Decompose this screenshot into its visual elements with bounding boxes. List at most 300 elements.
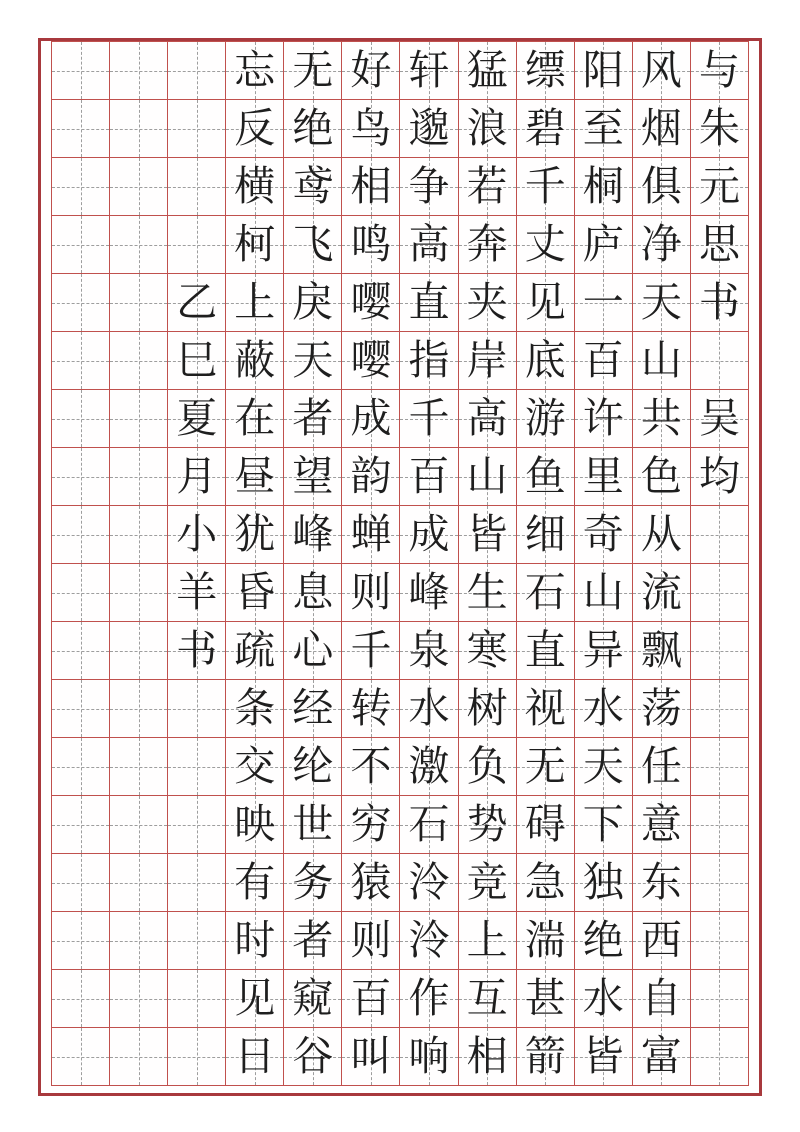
handwritten-character: 飘 xyxy=(640,626,682,674)
handwritten-character: 石 xyxy=(524,568,566,616)
handwritten-character: 水 xyxy=(582,974,624,1022)
grid-cell xyxy=(691,216,749,274)
handwritten-character: 忘 xyxy=(234,46,276,94)
grid-cell xyxy=(284,216,342,274)
grid-cell xyxy=(691,448,749,506)
grid-cell xyxy=(517,506,575,564)
grid-cell xyxy=(52,1028,110,1086)
grid-cell xyxy=(633,448,691,506)
handwritten-character: 无 xyxy=(292,46,334,94)
handwritten-character: 千 xyxy=(408,394,450,442)
handwritten-character: 皆 xyxy=(466,510,508,558)
handwritten-character: 务 xyxy=(292,858,334,906)
handwritten-character: 月 xyxy=(176,452,218,500)
grid-cell xyxy=(110,622,168,680)
handwritten-character: 与 xyxy=(698,46,740,94)
grid-cell xyxy=(691,738,749,796)
grid-cell xyxy=(284,332,342,390)
grid-cell xyxy=(517,738,575,796)
handwritten-character: 阳 xyxy=(582,46,624,94)
handwritten-character: 一 xyxy=(582,278,624,326)
handwritten-character: 俱 xyxy=(640,162,682,210)
handwritten-character: 横 xyxy=(234,162,276,210)
handwritten-character: 浪 xyxy=(466,104,508,152)
grid-cell xyxy=(226,216,284,274)
handwritten-character: 岸 xyxy=(466,336,508,384)
handwritten-character: 响 xyxy=(408,1032,450,1080)
grid-cell xyxy=(226,854,284,912)
grid-cell xyxy=(226,738,284,796)
grid-cell xyxy=(342,448,400,506)
handwritten-character: 甚 xyxy=(524,974,566,1022)
grid-cell xyxy=(633,738,691,796)
grid-cell xyxy=(691,912,749,970)
grid-cell xyxy=(110,158,168,216)
grid-cell xyxy=(226,506,284,564)
handwritten-character: 经 xyxy=(292,684,334,732)
handwritten-character: 上 xyxy=(234,278,276,326)
handwritten-character: 书 xyxy=(698,278,740,326)
handwritten-character: 条 xyxy=(234,684,276,732)
handwritten-character: 烟 xyxy=(640,104,682,152)
handwritten-character: 丈 xyxy=(524,220,566,268)
handwritten-character: 百 xyxy=(350,974,392,1022)
grid-cell xyxy=(226,390,284,448)
handwritten-character: 峰 xyxy=(408,568,450,616)
handwritten-character: 乙 xyxy=(176,278,218,326)
handwritten-character: 下 xyxy=(582,800,624,848)
handwritten-character: 飞 xyxy=(292,220,334,268)
handwritten-character: 上 xyxy=(466,916,508,964)
grid-cell xyxy=(52,854,110,912)
grid-cell xyxy=(284,274,342,332)
handwritten-character: 庐 xyxy=(582,220,624,268)
grid-cell xyxy=(284,100,342,158)
handwritten-character: 水 xyxy=(408,684,450,732)
handwritten-character: 自 xyxy=(640,974,682,1022)
handwritten-character: 石 xyxy=(408,800,450,848)
handwritten-character: 生 xyxy=(466,568,508,616)
handwritten-character: 蔽 xyxy=(234,336,276,384)
handwritten-character: 鱼 xyxy=(524,452,566,500)
handwritten-character: 见 xyxy=(234,974,276,1022)
handwritten-character: 天 xyxy=(292,336,334,384)
grid-cell xyxy=(52,680,110,738)
grid-cell xyxy=(575,622,633,680)
handwritten-character: 高 xyxy=(466,394,508,442)
grid-cell xyxy=(342,216,400,274)
grid-cell xyxy=(459,332,517,390)
grid-cell xyxy=(342,1028,400,1086)
handwritten-character: 则 xyxy=(350,568,392,616)
grid-cell xyxy=(575,274,633,332)
grid-cell xyxy=(110,274,168,332)
handwritten-character: 天 xyxy=(640,278,682,326)
handwritten-character: 有 xyxy=(234,858,276,906)
grid-cell xyxy=(284,738,342,796)
grid-cell xyxy=(168,564,226,622)
grid-cell xyxy=(400,42,458,100)
handwritten-character: 蝉 xyxy=(350,510,392,558)
grid-cell xyxy=(691,854,749,912)
grid-cell xyxy=(459,622,517,680)
grid-cell xyxy=(691,796,749,854)
grid-cell xyxy=(575,970,633,1028)
grid-cell xyxy=(517,564,575,622)
grid-cell xyxy=(459,912,517,970)
grid-cell xyxy=(52,970,110,1028)
grid-cell xyxy=(575,738,633,796)
grid-cell xyxy=(400,100,458,158)
handwritten-character: 成 xyxy=(408,510,450,558)
grid-cell xyxy=(459,680,517,738)
handwritten-character: 树 xyxy=(466,684,508,732)
grid-cell xyxy=(691,100,749,158)
handwritten-character: 泉 xyxy=(408,626,450,674)
grid-cell xyxy=(226,274,284,332)
handwritten-character: 绝 xyxy=(582,916,624,964)
grid-cell xyxy=(459,564,517,622)
grid-cell xyxy=(691,680,749,738)
handwritten-character: 无 xyxy=(524,742,566,790)
grid-cell xyxy=(168,42,226,100)
handwritten-character: 犹 xyxy=(234,510,276,558)
grid-cell xyxy=(284,564,342,622)
handwritten-character: 山 xyxy=(640,336,682,384)
grid-cell xyxy=(691,1028,749,1086)
grid-cell xyxy=(52,506,110,564)
grid-cell xyxy=(575,1028,633,1086)
grid-cell xyxy=(168,796,226,854)
grid-cell xyxy=(459,216,517,274)
grid-cell xyxy=(633,970,691,1028)
handwritten-character: 见 xyxy=(524,278,566,326)
grid-cell xyxy=(342,854,400,912)
grid-cell xyxy=(110,448,168,506)
grid-cell xyxy=(400,390,458,448)
grid-cell xyxy=(168,274,226,332)
grid-cell xyxy=(459,448,517,506)
handwritten-character: 桐 xyxy=(582,162,624,210)
handwritten-character: 戾 xyxy=(292,278,334,326)
grid-cell xyxy=(691,274,749,332)
grid-cell xyxy=(342,564,400,622)
grid-cell xyxy=(110,854,168,912)
grid-cell xyxy=(575,158,633,216)
grid-cell xyxy=(52,390,110,448)
grid-cell xyxy=(226,970,284,1028)
grid-cell xyxy=(284,622,342,680)
handwritten-character: 共 xyxy=(640,394,682,442)
grid-cell xyxy=(400,680,458,738)
grid-cell xyxy=(691,158,749,216)
grid-cell xyxy=(110,796,168,854)
grid-cell xyxy=(284,506,342,564)
handwritten-character: 柯 xyxy=(234,220,276,268)
grid-cell xyxy=(342,912,400,970)
grid-cell xyxy=(342,970,400,1028)
grid-cell xyxy=(168,332,226,390)
handwritten-character: 底 xyxy=(524,336,566,384)
handwritten-character: 羊 xyxy=(176,568,218,616)
handwritten-character: 百 xyxy=(408,452,450,500)
grid-cell xyxy=(284,912,342,970)
grid-cell xyxy=(575,564,633,622)
handwritten-character: 昏 xyxy=(234,568,276,616)
grid-cell xyxy=(52,42,110,100)
grid-cell xyxy=(575,796,633,854)
grid-cell xyxy=(110,216,168,274)
handwritten-character: 嘤 xyxy=(350,336,392,384)
grid-cell xyxy=(226,42,284,100)
grid-cell xyxy=(110,680,168,738)
handwritten-character: 至 xyxy=(582,104,624,152)
grid-cell xyxy=(691,390,749,448)
handwritten-character: 高 xyxy=(408,220,450,268)
handwritten-character: 谷 xyxy=(292,1032,334,1080)
handwritten-character: 纶 xyxy=(292,742,334,790)
handwritten-character: 许 xyxy=(582,394,624,442)
handwritten-character: 均 xyxy=(698,452,740,500)
grid-cell xyxy=(400,796,458,854)
grid-cell xyxy=(342,100,400,158)
handwritten-character: 竞 xyxy=(466,858,508,906)
grid-cell xyxy=(110,912,168,970)
grid-cell xyxy=(517,796,575,854)
handwritten-character: 争 xyxy=(408,162,450,210)
grid-cell xyxy=(226,680,284,738)
handwritten-character: 任 xyxy=(640,742,682,790)
handwritten-character: 缥 xyxy=(524,46,566,94)
grid-cell xyxy=(168,854,226,912)
handwritten-character: 日 xyxy=(234,1032,276,1080)
grid-cell xyxy=(110,970,168,1028)
handwritten-character: 作 xyxy=(408,974,450,1022)
grid-cell xyxy=(226,158,284,216)
handwritten-character: 望 xyxy=(292,452,334,500)
grid-cell xyxy=(517,158,575,216)
handwritten-character: 千 xyxy=(524,162,566,210)
grid-cell xyxy=(517,854,575,912)
grid-cell xyxy=(459,506,517,564)
grid-cell xyxy=(342,390,400,448)
grid-cell xyxy=(400,912,458,970)
handwritten-character: 碍 xyxy=(524,800,566,848)
handwritten-character: 书 xyxy=(176,626,218,674)
handwritten-character: 相 xyxy=(350,162,392,210)
grid-cell xyxy=(110,332,168,390)
grid-cell xyxy=(517,390,575,448)
handwritten-character: 世 xyxy=(292,800,334,848)
grid-cell xyxy=(168,738,226,796)
grid-cell xyxy=(575,854,633,912)
grid-cell xyxy=(400,564,458,622)
handwritten-character: 意 xyxy=(640,800,682,848)
grid-cell xyxy=(52,622,110,680)
handwritten-character: 百 xyxy=(582,336,624,384)
grid-cell xyxy=(168,100,226,158)
grid-cell xyxy=(226,1028,284,1086)
grid-cell xyxy=(110,42,168,100)
grid-cell xyxy=(226,796,284,854)
handwritten-character: 里 xyxy=(582,452,624,500)
grid-cell xyxy=(691,332,749,390)
handwritten-character: 皆 xyxy=(582,1032,624,1080)
handwritten-character: 异 xyxy=(582,626,624,674)
handwritten-character: 不 xyxy=(350,742,392,790)
grid-cell xyxy=(110,506,168,564)
grid-cell xyxy=(517,912,575,970)
handwritten-character: 息 xyxy=(292,568,334,616)
grid-cell xyxy=(342,622,400,680)
handwritten-character: 碧 xyxy=(524,104,566,152)
handwritten-character: 细 xyxy=(524,510,566,558)
grid-cell xyxy=(168,1028,226,1086)
handwritten-character: 反 xyxy=(234,104,276,152)
grid-cell xyxy=(459,796,517,854)
grid-cell xyxy=(342,738,400,796)
handwritten-character: 鸣 xyxy=(350,220,392,268)
grid-cell xyxy=(459,970,517,1028)
grid-cell xyxy=(226,912,284,970)
grid-cell xyxy=(342,332,400,390)
grid-cell xyxy=(52,448,110,506)
handwritten-character: 千 xyxy=(350,626,392,674)
handwritten-character: 富 xyxy=(640,1032,682,1080)
grid-cell xyxy=(517,42,575,100)
grid-cell xyxy=(168,970,226,1028)
grid-cell xyxy=(226,100,284,158)
grid-cell xyxy=(517,680,575,738)
grid-cell xyxy=(459,1028,517,1086)
handwritten-character: 相 xyxy=(466,1032,508,1080)
grid-cell xyxy=(575,216,633,274)
handwritten-character: 直 xyxy=(408,278,450,326)
handwritten-character: 山 xyxy=(582,568,624,616)
grid-cell xyxy=(633,564,691,622)
handwritten-character: 泠 xyxy=(408,858,450,906)
grid-cell xyxy=(284,970,342,1028)
grid-cell xyxy=(284,796,342,854)
handwritten-character: 流 xyxy=(640,568,682,616)
grid-cell xyxy=(342,680,400,738)
handwritten-character: 急 xyxy=(524,858,566,906)
handwritten-character: 荡 xyxy=(640,684,682,732)
grid-cell xyxy=(52,738,110,796)
grid-cell xyxy=(168,912,226,970)
handwritten-character: 邈 xyxy=(408,104,450,152)
handwritten-character: 在 xyxy=(234,394,276,442)
grid-cell xyxy=(575,390,633,448)
grid-cell xyxy=(633,100,691,158)
grid-cell xyxy=(110,564,168,622)
grid-cell xyxy=(633,680,691,738)
handwritten-character: 巳 xyxy=(176,336,218,384)
grid-cell xyxy=(633,158,691,216)
handwritten-character: 轩 xyxy=(408,46,450,94)
grid-cell xyxy=(575,680,633,738)
grid-cell xyxy=(517,332,575,390)
grid-cell xyxy=(400,738,458,796)
handwritten-character: 好 xyxy=(350,46,392,94)
grid-cell xyxy=(575,100,633,158)
grid-cell xyxy=(575,506,633,564)
handwritten-character: 色 xyxy=(640,452,682,500)
grid-cell xyxy=(575,332,633,390)
handwritten-character: 心 xyxy=(292,626,334,674)
handwritten-character: 转 xyxy=(350,684,392,732)
grid-cell xyxy=(284,854,342,912)
grid-cell xyxy=(52,158,110,216)
grid-cell xyxy=(52,274,110,332)
grid-cell xyxy=(52,216,110,274)
handwritten-character: 激 xyxy=(408,742,450,790)
grid-cell xyxy=(691,506,749,564)
handwritten-character: 韵 xyxy=(350,452,392,500)
grid-cell xyxy=(168,506,226,564)
grid-cell xyxy=(168,622,226,680)
handwritten-character: 猛 xyxy=(466,46,508,94)
grid-cell xyxy=(400,332,458,390)
grid-cell xyxy=(633,332,691,390)
handwritten-character: 游 xyxy=(524,394,566,442)
handwritten-character: 泠 xyxy=(408,916,450,964)
handwritten-character: 净 xyxy=(640,220,682,268)
grid-cell xyxy=(517,216,575,274)
grid-cell xyxy=(400,970,458,1028)
grid-cell xyxy=(517,274,575,332)
grid-cell xyxy=(168,680,226,738)
grid-cell xyxy=(691,970,749,1028)
handwritten-character: 西 xyxy=(640,916,682,964)
grid-cell xyxy=(691,622,749,680)
handwritten-character: 则 xyxy=(350,916,392,964)
handwritten-character: 穷 xyxy=(350,800,392,848)
grid-cell xyxy=(575,912,633,970)
handwritten-character: 奔 xyxy=(466,220,508,268)
handwritten-character: 者 xyxy=(292,394,334,442)
grid-cell xyxy=(52,564,110,622)
grid-cell xyxy=(459,158,517,216)
handwritten-character: 成 xyxy=(350,394,392,442)
grid-cell xyxy=(342,42,400,100)
grid-cell xyxy=(284,680,342,738)
handwritten-character: 负 xyxy=(466,742,508,790)
grid-cell xyxy=(400,622,458,680)
handwritten-character: 朱 xyxy=(698,104,740,152)
handwritten-character: 时 xyxy=(234,916,276,964)
grid-cell xyxy=(342,506,400,564)
grid-cell xyxy=(633,1028,691,1086)
grid-cell xyxy=(517,622,575,680)
grid-cell xyxy=(459,854,517,912)
handwritten-character: 叫 xyxy=(350,1032,392,1080)
grid-cell xyxy=(168,216,226,274)
grid-cell xyxy=(342,796,400,854)
grid-cell xyxy=(168,448,226,506)
grid-cell xyxy=(52,100,110,158)
handwritten-character: 思 xyxy=(698,220,740,268)
grid-cell xyxy=(400,1028,458,1086)
handwritten-character: 势 xyxy=(466,800,508,848)
grid-cell xyxy=(459,738,517,796)
handwritten-character: 窥 xyxy=(292,974,334,1022)
handwritten-character: 小 xyxy=(176,510,218,558)
grid-cell xyxy=(168,390,226,448)
handwritten-character: 嘤 xyxy=(350,278,392,326)
grid-cell xyxy=(400,274,458,332)
handwritten-character: 独 xyxy=(582,858,624,906)
